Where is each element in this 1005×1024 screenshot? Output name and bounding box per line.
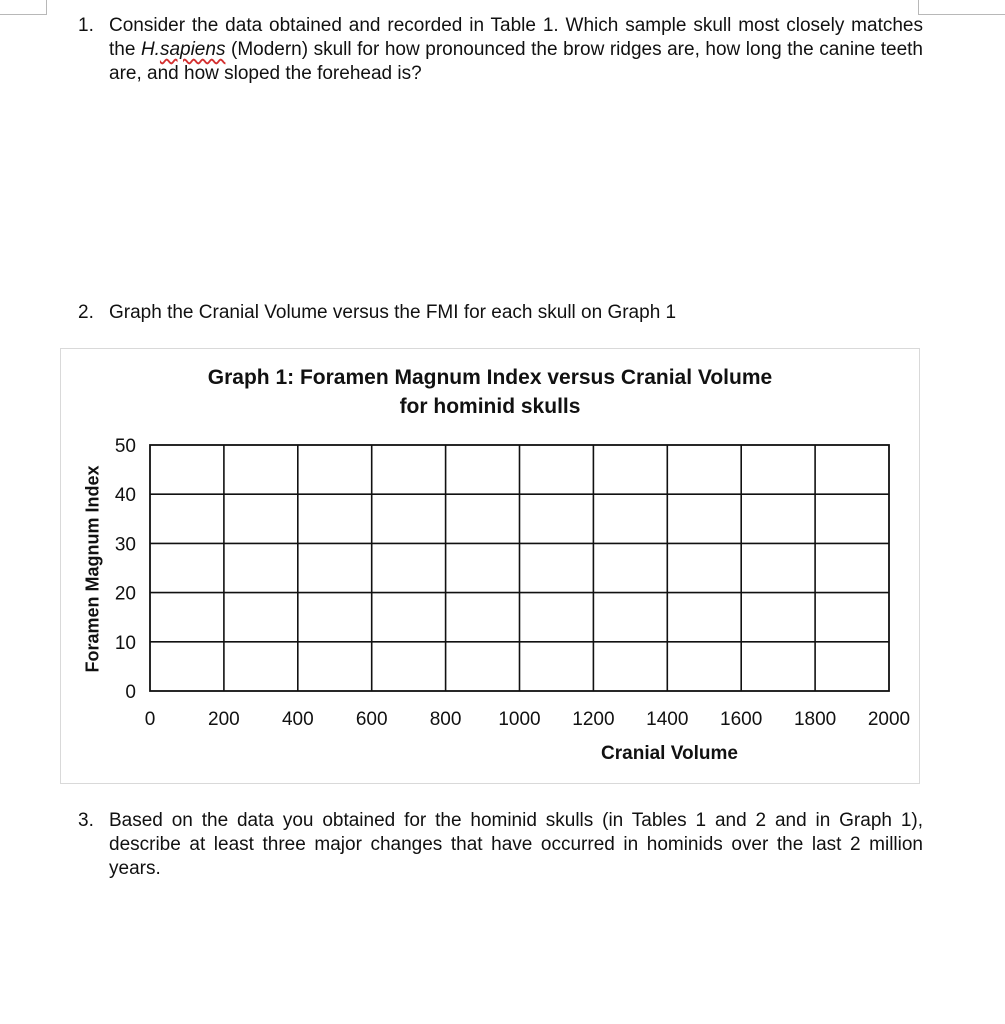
- x-tick-label-1000: 1000: [498, 709, 541, 730]
- y-axis-title: Foramen Magnum Index: [82, 465, 103, 673]
- y-tick-label-40: 40: [114, 485, 136, 507]
- y-tick-label-50: 50: [114, 436, 136, 457]
- x-tick-label-2000: 2000: [867, 709, 911, 730]
- question-2-text: Graph the Cranial Volume versus the FMI for each skull on Graph 1: [109, 302, 677, 323]
- question-1-species-name: sapiens: [159, 39, 226, 60]
- question-3: [78, 809, 923, 881]
- y-tick-label-10: 10: [114, 632, 136, 654]
- x-tick-label-1400: 1400: [646, 709, 689, 730]
- y-tick-label-0: 0: [125, 682, 136, 703]
- x-tick-label-200: 200: [208, 709, 240, 730]
- x-tick-label-800: 800: [429, 709, 462, 730]
- question-1-text-before: Consider the data obtained and recorded in Table 1. Which sample skull most closely matches the: [109, 15, 923, 60]
- graph-title: Graph 1: Foramen Magnum Index versus Cranial Volume for hominid skulls: [207, 366, 773, 418]
- x-tick-label-600: 600: [355, 709, 388, 730]
- question-1-text-after: (Modern) skull for how pronounced the brow ridges are, how long the canine teeth are, and how sloped the forehead is?: [109, 39, 923, 84]
- question-1-species-prefix: H.: [140, 39, 160, 60]
- x-tick-label-1800: 1800: [793, 709, 837, 730]
- x-axis-title: Cranial Volume: [601, 743, 738, 764]
- x-tick-label-1600: 1600: [720, 709, 763, 730]
- x-tick-label-400: 400: [281, 709, 314, 730]
- x-tick-label-0: 0: [144, 709, 156, 730]
- question-1-number: 1.: [78, 15, 94, 36]
- y-tick-label-20: 20: [114, 583, 136, 605]
- question-3-number: 3.: [78, 810, 94, 831]
- question-2-number: 2.: [78, 302, 94, 323]
- question-3-text: Based on the data you obtained for the hominid skulls (in Tables 1 and 2 and in Graph 1), describe at least three major changes that have occurred in hominids over the last 2 million years.: [109, 810, 923, 879]
- y-tick-label-30: 30: [114, 534, 136, 556]
- x-tick-label-1200: 1200: [572, 709, 615, 730]
